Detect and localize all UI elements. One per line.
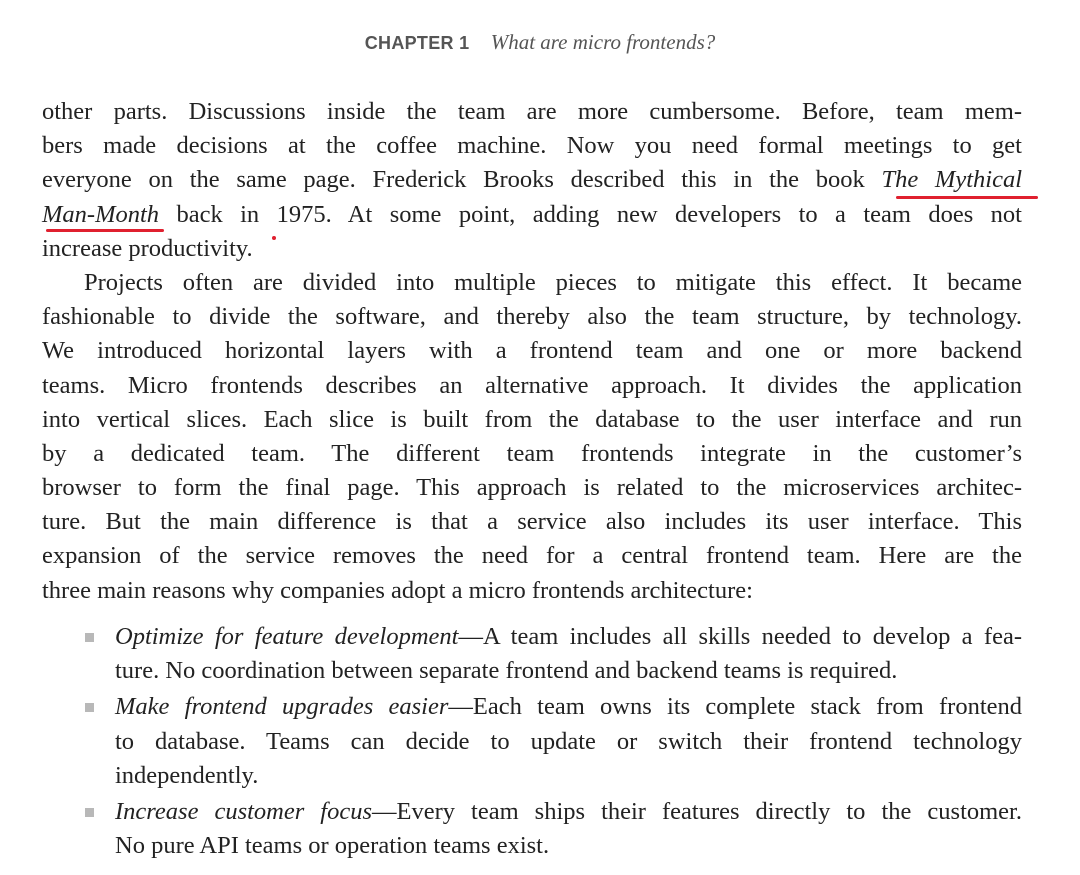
bullet-line: ture. No coordination between separate frontend and backend teams is required. xyxy=(115,657,898,685)
bullet-square-icon xyxy=(85,703,94,712)
paragraph1-line-text: everyone on the same page. Frederick Brooks described this in the book xyxy=(42,166,882,194)
paragraph2-line: three main reasons why companies adopt a micro frontends architecture: xyxy=(42,576,753,604)
bullet-text: —A team includes all skills needed to develop a fea- xyxy=(458,623,1022,650)
bullet-line xyxy=(115,690,1022,724)
bullet-title: Make frontend upgrades easier xyxy=(115,693,449,721)
bullet-line xyxy=(115,620,1022,654)
list-item xyxy=(42,690,1022,793)
book-title-part1: The Mythical xyxy=(881,166,1022,194)
annotation-underline-the-mythical xyxy=(896,196,1038,199)
paragraph1-line xyxy=(42,163,1022,197)
annotation-dot xyxy=(272,236,276,240)
paragraph1-line: other parts. Discussions inside the team are more cumbersome. Before, team mem- xyxy=(42,98,1022,125)
bullet-line: independently. xyxy=(115,761,259,789)
paragraph2-line: ture. But the main difference is that a service also includes its user interface. This xyxy=(42,508,1022,536)
paragraph1-line: bers made decisions at the coffee machine. Now you need formal meetings to get xyxy=(42,132,1022,160)
paragraph2-line: into vertical slices. Each slice is built from the database to the user interface and run xyxy=(42,405,1022,433)
book-title-part2: Man-Month xyxy=(42,200,160,228)
bullet-title: Increase customer focus xyxy=(115,797,373,825)
paragraph2-line: Projects often are divided into multiple pieces to mitigate this effect. It became xyxy=(84,268,1022,296)
bullet-line: to database. Teams can decide to update or switch their frontend technology xyxy=(115,727,1022,755)
paragraph2-line: teams. Micro frontends describes an alternative approach. It divides the application xyxy=(42,371,1022,399)
paragraph1-line: increase productivity. xyxy=(42,234,253,262)
bullet-text: —Each team owns its complete stack from frontend xyxy=(448,693,1022,721)
paragraph2-line: We introduced horizontal layers with a frontend team and one or more backend xyxy=(42,337,1022,365)
bullet-line xyxy=(115,795,1022,829)
list-item xyxy=(42,795,1022,863)
list-item xyxy=(42,620,1022,688)
paragraph2-line: by a dedicated team. The different team frontends integrate in the customer’s xyxy=(42,439,1022,467)
bullet-square-icon xyxy=(85,808,94,817)
reasons-list xyxy=(42,620,1022,865)
annotation-underline-man-month xyxy=(46,229,164,232)
bullet-line: No pure API teams or operation teams exist. xyxy=(115,832,550,860)
chapter-title: What are micro frontends? xyxy=(490,30,716,54)
bullet-title: Optimize for feature development xyxy=(115,623,459,650)
running-header xyxy=(0,28,1080,57)
paragraph2-line: expansion of the service removes the need for a central frontend team. Here are the xyxy=(42,542,1022,570)
paragraph1-line-text: back in 1975. At some point, adding new developers to a team does not xyxy=(159,200,1022,228)
chapter-label: CHAPTER 1 xyxy=(364,33,470,53)
paragraph1-line xyxy=(42,198,1022,232)
paragraph2-line: browser to form the final page. This approach is related to the microservices architec- xyxy=(42,474,1022,502)
bullet-text: —Every team ships their features directly to the customer. xyxy=(372,797,1022,825)
body-text xyxy=(42,95,1022,608)
bullet-square-icon xyxy=(85,633,94,642)
paragraph2-line: fashionable to divide the software, and thereby also the team structure, by technology. xyxy=(42,303,1022,331)
